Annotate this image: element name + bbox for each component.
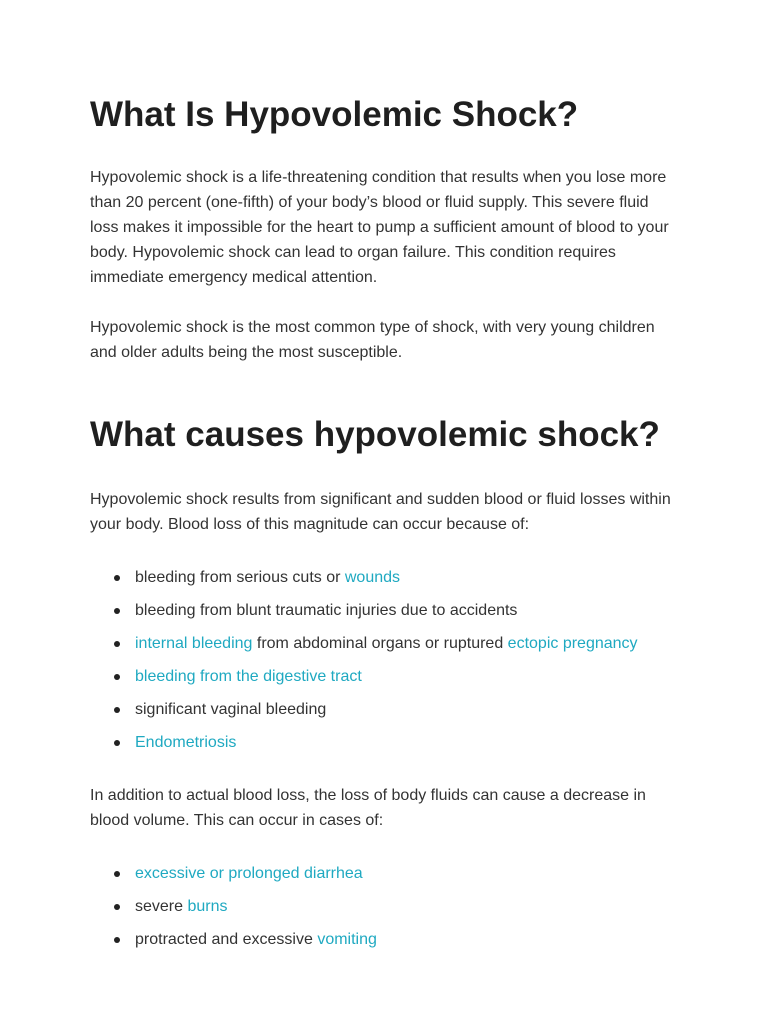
bullet-icon: [114, 871, 120, 877]
list-item-text: bleeding from serious cuts or: [135, 569, 345, 586]
bullet-icon: [114, 674, 120, 680]
link-vomiting[interactable]: vomiting: [317, 931, 377, 948]
fluid-loss-causes-list: [90, 857, 678, 956]
list-item: [90, 561, 678, 594]
bullet-icon: [114, 937, 120, 943]
list-item: [90, 627, 678, 660]
list-item: [90, 890, 678, 923]
link-internal-bleeding[interactable]: internal bleeding: [135, 635, 253, 652]
list-item: [90, 594, 678, 627]
list-item: [90, 726, 678, 759]
bullet-icon: [114, 575, 120, 581]
list-item-text: protracted and excessive: [135, 931, 318, 948]
list-item: [90, 857, 678, 890]
list-item-text: from abdominal organs or ruptured: [252, 635, 508, 652]
bullet-icon: [114, 608, 120, 614]
link-endometriosis[interactable]: Endometriosis: [135, 734, 237, 751]
bullet-icon: [114, 707, 120, 713]
link-wounds[interactable]: wounds: [344, 569, 401, 586]
list-item: [90, 693, 678, 726]
paragraph-fluid-loss-intro: In addition to actual blood loss, the loss of body fluids can cause a decrease in blood volume. This can occur in cases of:: [90, 787, 646, 829]
paragraph-causes-intro: Hypovolemic shock results from significant and sudden blood or fluid losses within your body. Blood loss of this magnitude can occur because of:: [90, 491, 671, 533]
heading-what-causes-hypovolemic-shock: What causes hypovolemic shock?: [90, 415, 660, 454]
link-bleeding-digestive-tract[interactable]: bleeding from the digestive tract: [135, 668, 362, 685]
list-item-text: significant vaginal bleeding: [135, 701, 327, 718]
bullet-icon: [114, 904, 120, 910]
paragraph-common-type: Hypovolemic shock is the most common type of shock, with very young children and older adults being the most susceptible.: [90, 319, 655, 361]
blood-loss-causes-list: [90, 561, 678, 759]
link-burns[interactable]: burns: [187, 898, 228, 915]
link-diarrhea[interactable]: excessive or prolonged diarrhea: [135, 865, 363, 882]
link-ectopic-pregnancy[interactable]: ectopic pregnancy: [507, 635, 638, 652]
bullet-icon: [114, 641, 120, 647]
bullet-icon: [114, 740, 120, 746]
list-item-text: severe: [135, 898, 188, 915]
heading-what-is-hypovolemic-shock: What Is Hypovolemic Shock?: [90, 95, 579, 134]
list-item: [90, 923, 678, 956]
paragraph-definition: Hypovolemic shock is a life-threatening condition that results when you lose more than 20 percent (one-fifth) of your body’s blood or fluid supply. This severe fluid loss makes it impossible for the heart to pump a sufficient amount of blood to your body. Hypovolemic shock can lead to organ failure. This condition requires immediate emergency medical attention.: [90, 169, 669, 286]
list-item: [90, 660, 678, 693]
list-item-text: bleeding from blunt traumatic injuries due to accidents: [135, 602, 518, 619]
